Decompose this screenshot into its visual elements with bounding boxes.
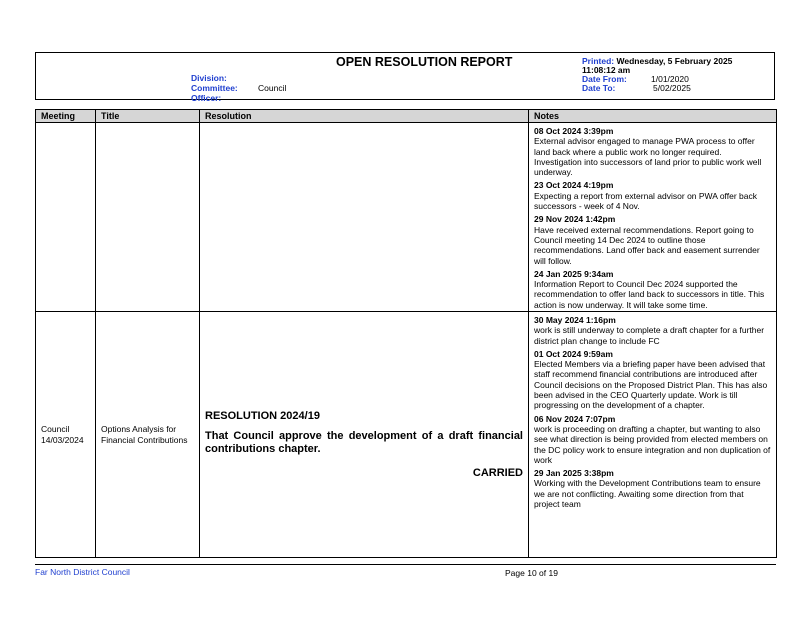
- note-heading: 06 Nov 2024 7:07pm: [534, 413, 616, 424]
- row2-title: Options Analysis for Financial Contributions: [96, 312, 200, 558]
- officer-label: Officer:: [191, 93, 222, 103]
- division-label: Division:: [191, 73, 227, 83]
- meeting-name: Council: [41, 424, 70, 435]
- note-heading: 30 May 2024 1:16pm: [534, 315, 616, 325]
- report-header: [35, 52, 775, 103]
- col-title: Title: [96, 110, 200, 123]
- note-heading: 08 Oct 2024 3:39pm: [534, 126, 614, 136]
- table-row: [36, 312, 777, 558]
- note-heading: 23 Oct 2024 4:19pm: [534, 180, 614, 191]
- note-body: External advisor engaged to manage PWA process to offer land back where a public work no longer required. Investigation into successors of land prior to public work well underway.: [534, 136, 762, 178]
- meeting-date: 14/03/2024: [41, 434, 84, 445]
- committee-value: Council: [258, 83, 287, 93]
- resolutions-table: [35, 109, 777, 558]
- row2-notes: [529, 312, 777, 558]
- footer-org: Far North District Council: [35, 567, 130, 577]
- note-heading: 24 Jan 2025 9:34am: [534, 268, 614, 279]
- col-meeting: Meeting: [36, 110, 96, 123]
- printed-label: Printed:: [582, 56, 615, 66]
- col-resolution: Resolution: [200, 110, 529, 123]
- col-notes: Notes: [529, 110, 777, 123]
- note-heading: 29 Jan 2025 3:38pm: [534, 468, 614, 479]
- date-to-value: 5/02/2025: [653, 83, 691, 93]
- report-title: OPEN RESOLUTION REPORT: [336, 55, 513, 69]
- resolution-number: RESOLUTION 2024/19: [205, 410, 320, 423]
- date-to-label: Date To:: [582, 83, 616, 93]
- note-body: Elected Members via a briefing paper have been advised that staff recommend financial contributions are introduced after Council decisions on the Proposed District Plan. This has also been advised in the CEO Quarterly update. Work is till progressing on the development of a chapter.: [534, 359, 768, 411]
- printed-time: 11:08:12 am: [582, 65, 631, 75]
- note-body: work is proceeding on drafting a chapter, but wanting to also see what direction is being provided from elected members on the DC policy work to ensure integration and non duplication of work: [534, 423, 771, 465]
- printed-value: Wednesday, 5 February 2025: [616, 56, 733, 66]
- date-from-value: 1/01/2020: [651, 74, 689, 84]
- table-header-row: [36, 110, 777, 123]
- row1-meeting: [36, 123, 96, 312]
- footer-page-number: Page 10 of 19: [505, 568, 558, 578]
- note-body: Have received external recommendations. Report going to Council meeting 14 Dec 2024 to outline those recommendations. Land offer back and easement surrender will follow.: [534, 224, 760, 266]
- resolution-text: That Council approve the development of a draft financial contributions chapter.: [205, 429, 523, 455]
- note-body: Working with the Development Contributions team to ensure we are not conflicting. Awaiting some direction from that project team: [534, 478, 761, 510]
- resolution-status: CARRIED: [472, 466, 523, 479]
- row1-resolution: [200, 123, 529, 312]
- note-body: Expecting a report from external advisor on PWA offer back successors - week of 4 Nov.: [534, 190, 757, 212]
- note-body: Information Report to Council Dec 2024 supported the recommendation to offer land back to successors in title. This action is now underway. It will take some time.: [534, 279, 765, 310]
- table-row: [36, 123, 777, 312]
- note-heading: 01 Oct 2024 9:59am: [534, 348, 613, 359]
- note-body: work is still underway to complete a draft chapter for a further district plan change to include FC: [534, 325, 765, 346]
- note-heading: 29 Nov 2024 1:42pm: [534, 214, 616, 225]
- date-from-label: Date From:: [582, 74, 627, 84]
- row1-notes: [529, 123, 777, 312]
- row1-title: [96, 123, 200, 312]
- row2-meeting: [36, 312, 96, 558]
- row2-resolution: [200, 312, 529, 558]
- footer-divider: [35, 564, 776, 565]
- committee-label: Committee:: [191, 83, 238, 93]
